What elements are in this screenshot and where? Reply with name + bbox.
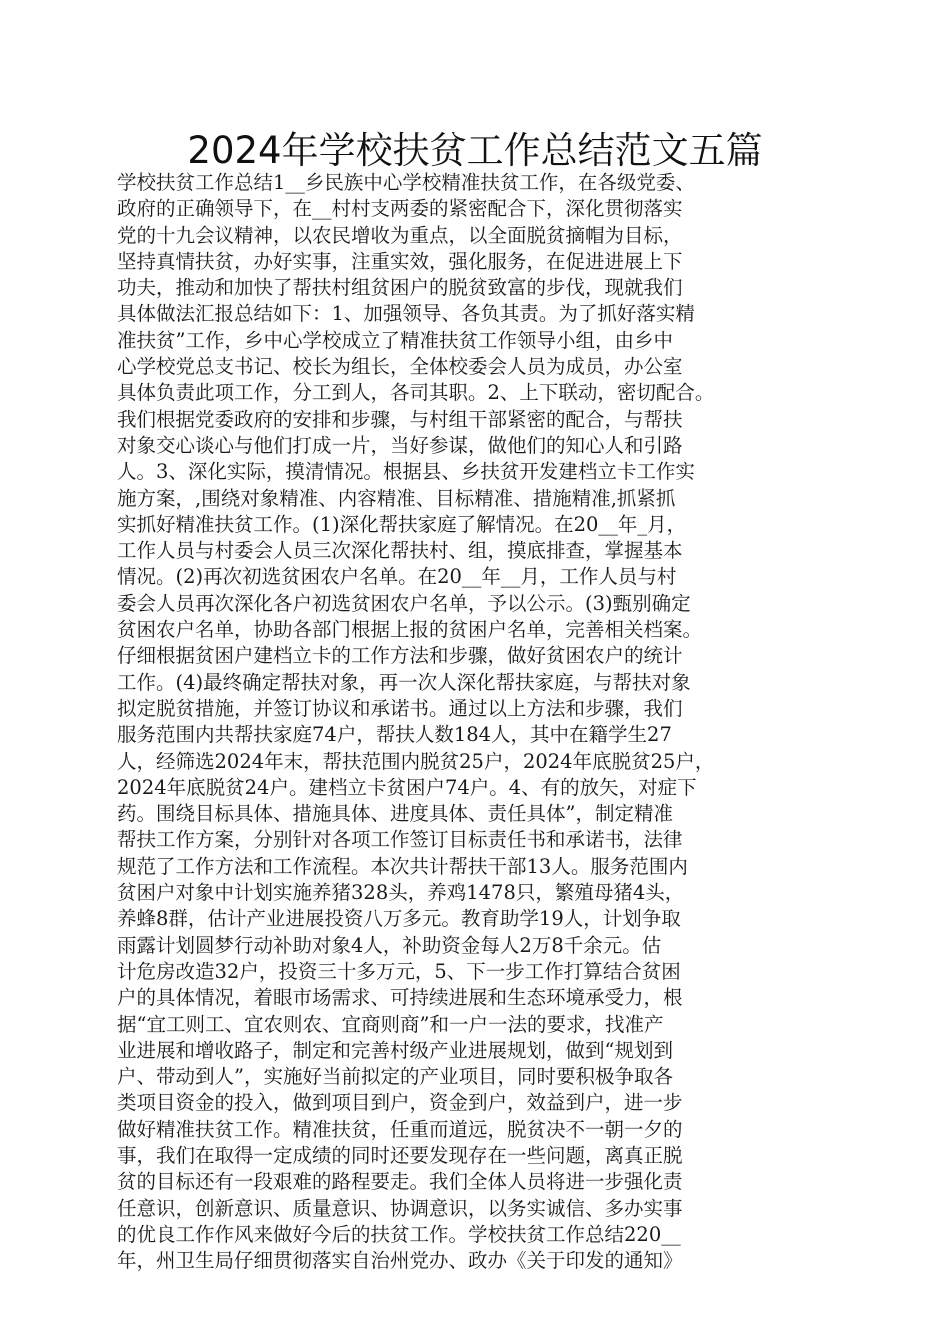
body-line: 拟定脱贫措施，并签订协议和承诺书。通过以上方法和步骤，我们 (117, 696, 683, 720)
body-line: 准扶贫”工作，乡中心学校成立了精准扶贫工作领导小组，由乡中 (117, 328, 673, 352)
body-line: 年，州卫生局仔细贯彻落实自治州党办、政办《关于印发的通知》 (117, 1249, 683, 1273)
body-line: 政府的正确领导下，在__村村支两委的紧密配合下，深化贯彻落实 (117, 197, 683, 221)
body-line: 户的具体情况，着眼市场需求、可持续进展和生态环境承受力，根 (117, 986, 683, 1010)
body-line: 帮扶工作方案，分别针对各项工作签订目标责任书和承诺书，法律 (117, 828, 683, 852)
body-line: 药。围绕目标具体、措施具体、进度具体、责任具体”，制定精准 (117, 802, 673, 826)
body-line: 实抓好精准扶贫工作。(1)深化帮扶家庭了解情况。在20__年_月， (117, 512, 687, 536)
body-line: 施方案，,围绕对象精准、内容精准、目标精准、措施精准,抓紧抓 (117, 486, 676, 510)
body-line: 服务范围内共帮扶家庭74户，帮扶人数184人，其中在籍学生27 (117, 723, 672, 747)
body-line: 规范了工作方法和工作流程。本次共计帮扶干部13人。服务范围内 (117, 854, 688, 878)
body-line: 情况。(2)再次初选贫困农户名单。在20__年__月，工作人员与村 (117, 565, 677, 589)
body-line: 工作人员与村委会人员三次深化帮扶村、组，摸底排查，掌握基本 (117, 539, 683, 563)
body-line: 据“宜工则工、宜农则农、宜商则商”和一户一法的要求，找准产 (117, 1012, 664, 1036)
body-line: 功夫，推动和加快了帮扶村组贫困户的脱贫致富的步伐，现就我们 (117, 276, 683, 300)
body-line: 事，我们在取得一定成绩的同时还要发现存在一些问题，离真正脱 (117, 1143, 683, 1167)
body-line: 对象交心谈心与他们打成一片，当好参谋，做他们的知心人和引路 (117, 433, 683, 457)
body-line: 业进展和增收路子，制定和完善村级产业进展规划，做到“规划到 (117, 1038, 673, 1062)
document-body (0, 170, 950, 1274)
body-line: 贫的目标还有一段艰难的路程要走。我们全体人员将进一步强化责 (117, 1170, 683, 1194)
body-line: 类项目资金的投入，做到项目到户，资金到户，效益到户，进一步 (117, 1091, 683, 1115)
body-line: 的优良工作作风来做好今后的扶贫工作。学校扶贫工作总结220__ (117, 1222, 681, 1246)
body-line: 户、带动到人”，实施好当前拟定的产业项目，同时要积极争取各 (117, 1065, 673, 1089)
body-line: 我们根据党委政府的安排和步骤，与村组干部紧密的配合，与帮扶 (117, 407, 683, 431)
document-title: 2024年学校扶贫工作总结范文五篇 (187, 129, 763, 172)
body-line: 具体负责此项工作，分工到人，各司其职。2、上下联动，密切配合。 (117, 381, 715, 405)
body-line: 计危房改造32户，投资三十多万元，5、下一步工作打算结合贫困 (117, 959, 681, 983)
body-line: 雨露计划圆梦行动补助对象4人，补助资金每人2万8千余元。估 (117, 933, 662, 957)
body-line: 人，经筛选2024年末，帮扶范围内脱贫25户，2024年底脱贫25户， (117, 749, 715, 773)
body-line: 委会人员再次深化各户初选贫困农户名单，予以公示。(3)甄别确定 (117, 591, 691, 615)
body-line: 具体做法汇报总结如下：1、加强领导、各负其责。为了抓好落实精 (117, 302, 695, 326)
body-line: 坚持真情扶贫，办好实事，注重实效，强化服务，在促进进展上下 (117, 249, 683, 273)
body-line: 贫困农户名单，协助各部门根据上报的贫困户名单，完善相关档案。 (117, 618, 703, 642)
body-line: 学校扶贫工作总结1__乡民族中心学校精准扶贫工作，在各级党委、 (117, 171, 695, 194)
body-line: 仔细根据贫困户建档立卡的工作方法和步骤，做好贫困农户的统计 (117, 644, 683, 668)
body-line: 工作。(4)最终确定帮扶对象，再一次人深化帮扶家庭，与帮扶对象 (117, 670, 691, 694)
body-line: 做好精准扶贫工作。精准扶贫，任重而道远，脱贫决不一朝一夕的 (117, 1117, 683, 1141)
body-line: 党的十九会议精神，以农民增收为重点，以全面脱贫摘帽为目标， (117, 223, 683, 247)
body-line: 人。3、深化实际，摸清情况。根据县、乡扶贫开发建档立卡工作实 (117, 460, 695, 484)
body-line: 贫困户对象中计划实施养猪328头，养鸡1478只，繁殖母猪4头， (117, 881, 685, 905)
body-line: 养蜂8群，估计产业进展投资八万多元。教育助学19人，计划争取 (117, 907, 681, 931)
body-line: 2024年底脱贫24户。建档立卡贫困户74户。4、有的放矢，对症下 (117, 775, 697, 799)
body-line: 任意识，创新意识、质量意识、协调意识，以务实诚信、多办实事 (117, 1196, 683, 1220)
body-line: 心学校党总支书记、校长为组长，全体校委会人员为成员，办公室 (117, 355, 683, 379)
